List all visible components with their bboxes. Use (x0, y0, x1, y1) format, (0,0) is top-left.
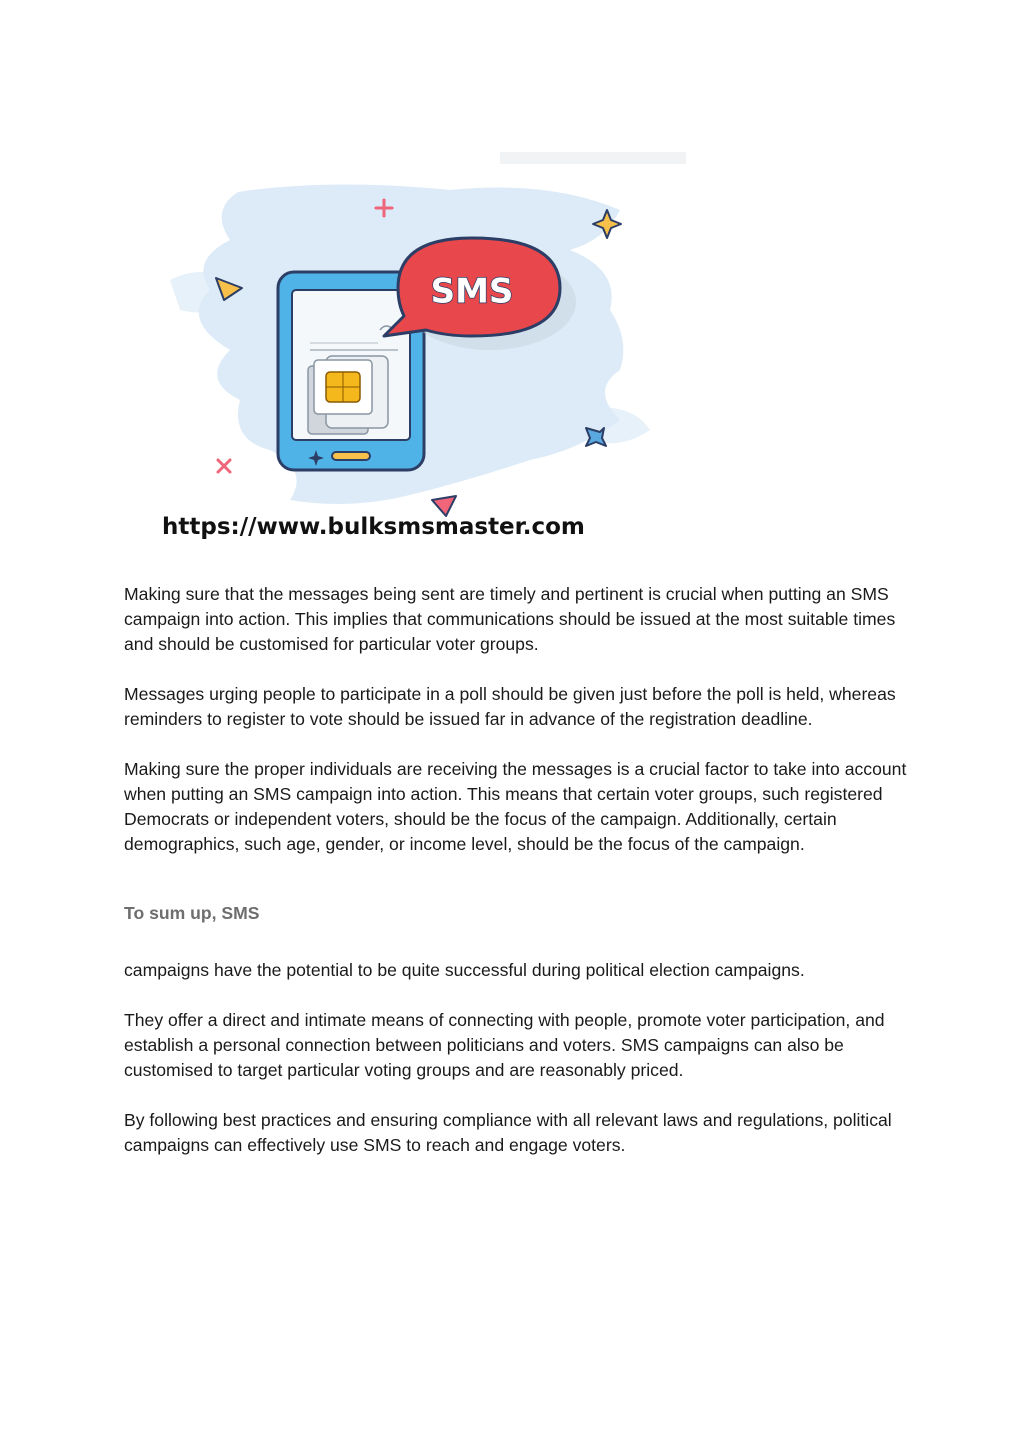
paragraph-targeting: Making sure the proper individuals are receiving the messages is a crucial factor to take into account when putting an SMS campaign into action. This means that certain voter groups, such registered Democrats or independent voters, should be the focus of the campaign. Additionally, certain demographics, such age, gender, or income level, should be the focus of the campaign. (124, 759, 907, 854)
paragraph-summary: campaigns have the potential to be quite successful during political election campaigns. (124, 960, 805, 980)
paragraph-conclusion: By following best practices and ensuring compliance with all relevant laws and regulations, political campaigns can effectively use SMS to reach and engage voters. (124, 1110, 892, 1155)
triangle-pink-icon (432, 496, 456, 516)
top-shadow-band (500, 152, 686, 164)
sms-illustration (150, 150, 690, 550)
paragraph-benefits: They offer a direct and intimate means of connecting with people, promote voter participation, and establish a personal connection between politicians and voters. SMS campaigns can also be customised to target particular voting groups and are reasonably priced. (124, 1010, 885, 1080)
article-body (124, 582, 914, 1183)
paragraph-timing: Making sure that the messages being sent are timely and pertinent is crucial when putting an SMS campaign into action. This implies that communications should be issued at the most suitable times and should be customised for particular voter groups. (124, 584, 896, 654)
summary-heading: To sum up, SMS (124, 903, 260, 923)
sms-bubble-label: SMS (430, 271, 514, 312)
star-blue-icon (586, 428, 606, 446)
cross-sparkle-icon (218, 460, 230, 472)
website-url-label: https://www.bulksmsmaster.com (162, 514, 585, 540)
paragraph-poll-reminders: Messages urging people to participate in a poll should be given just before the poll is held, whereas reminders to register to vote should be issued far in advance of the registration deadline. (124, 684, 896, 729)
